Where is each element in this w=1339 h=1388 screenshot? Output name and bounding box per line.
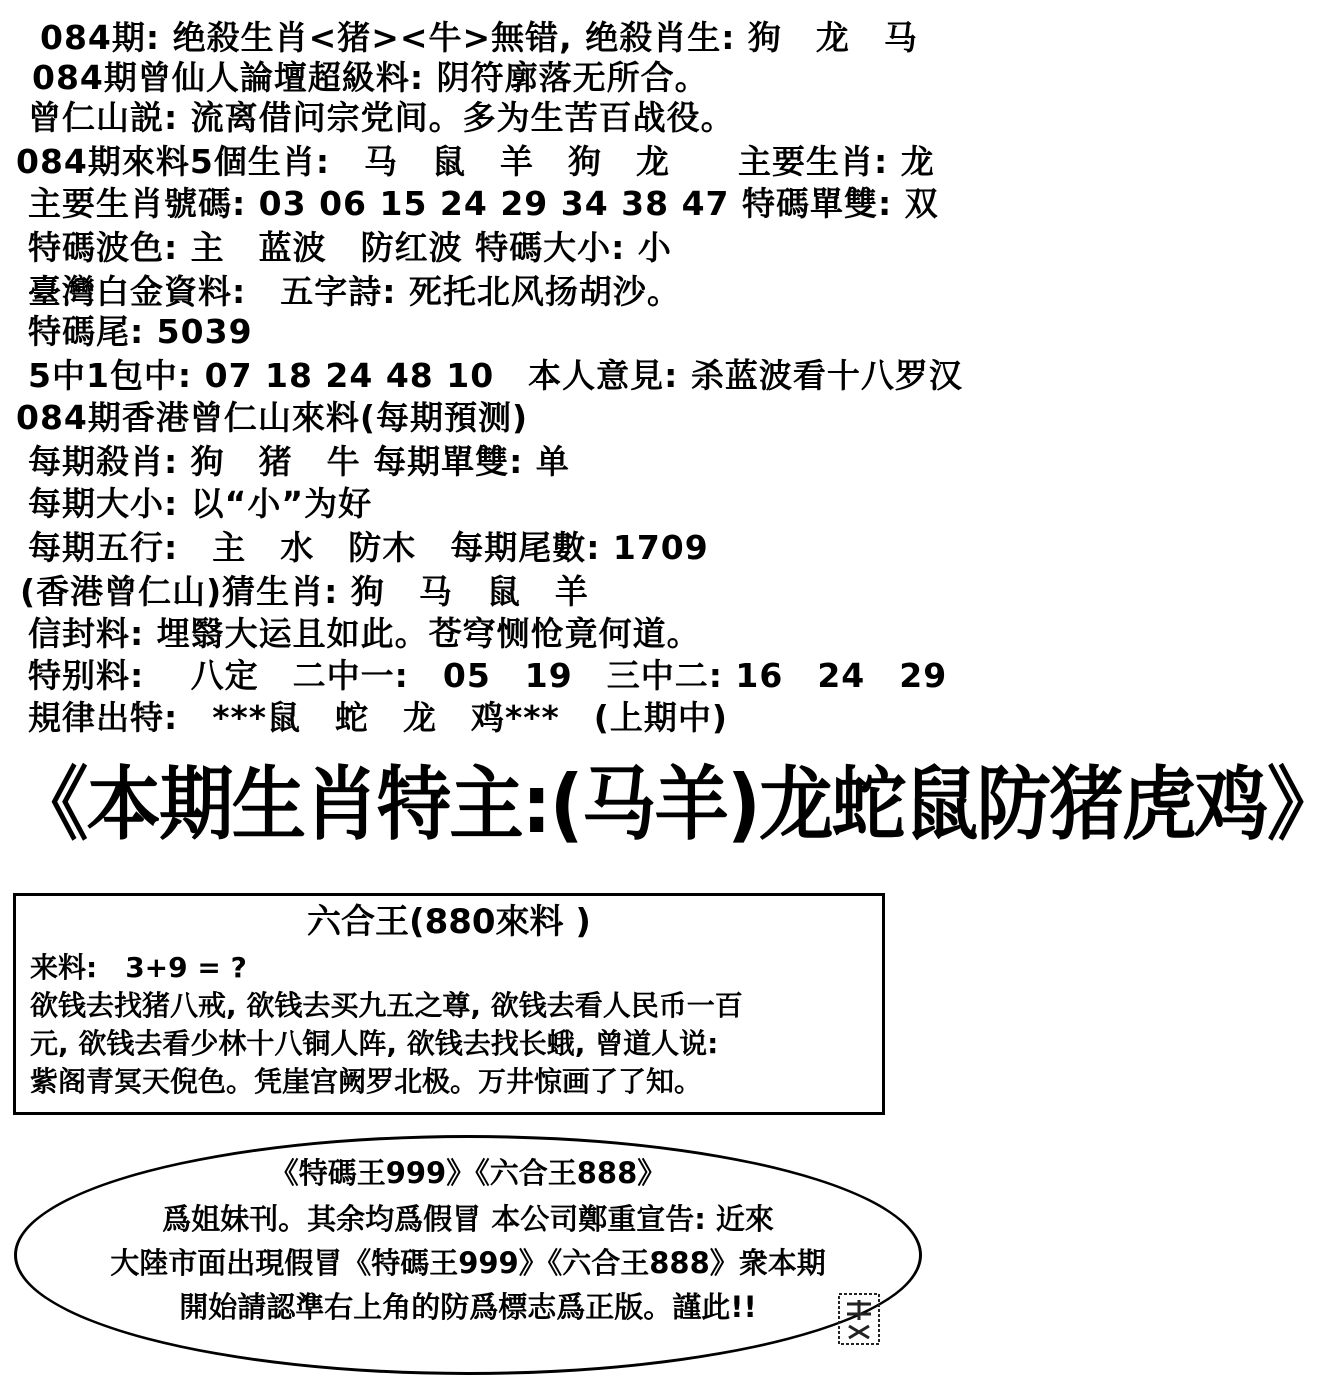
text-line-7: 臺灣白金資料: 五字詩: 死托北风扬胡沙。 xyxy=(28,272,681,311)
box-line-2: 欲钱去找猪八戒, 欲钱去买九五之尊, 欲钱去看人民币一百 xyxy=(30,989,743,1022)
text-line-5: 主要生肖號碼: 03 06 15 24 29 34 38 47 特碼單雙: 双 xyxy=(28,184,939,223)
text-line-15: 信封料: 埋翳大运且如此。苍穹恻怆竟何道。 xyxy=(28,614,701,653)
text-line-1: 084期: 绝殺生肖<猪><牛>無错, 绝殺肖生: 狗 龙 马 xyxy=(40,18,918,57)
text-line-17: 規律出特: ***鼠 蛇 龙 鸡*** (上期中) xyxy=(28,698,728,737)
text-line-3: 曾仁山説: 流离借问宗党间。多为生苦百战役。 xyxy=(28,98,735,137)
liuhewang-box xyxy=(13,893,885,1115)
text-line-11: 每期殺肖: 狗 猪 牛 每期單雙: 单 xyxy=(28,442,570,481)
text-line-8: 特碼尾: 5039 xyxy=(28,312,253,351)
box-line-3: 元, 欲钱去看少林十八铜人阵, 欲钱去找长蛾, 曾道人说: xyxy=(30,1027,719,1060)
text-line-14: (香港曾仁山)猜生肖: 狗 马 鼠 羊 xyxy=(20,572,589,611)
text-line-12: 每期大小: 以“小”为好 xyxy=(28,484,373,523)
oval-line-3: 大陸市面出現假冒《特碼王999》《六合王888》衆本期 xyxy=(110,1246,826,1280)
box-line-1: 来料: 3+9 = ? xyxy=(30,951,247,984)
text-line-9: 5中1包中: 07 18 24 48 10 本人意見: 杀蓝波看十八罗汉 xyxy=(28,356,963,395)
text-line-6: 特碼波色: 主 蓝波 防红波 特碼大小: 小 xyxy=(28,228,672,267)
text-line-13: 每期五行: 主 水 防木 每期尾數: 1709 xyxy=(28,528,709,567)
notice-oval xyxy=(14,1135,922,1375)
headline-title: 《本期生肖特主:(马羊)龙蛇鼠防猪虎鸡》 xyxy=(14,758,1339,851)
anti-counterfeit-stamp-icon xyxy=(835,1290,885,1350)
box-line-4: 紫阁青冥天倪色。凭崖宫阙罗北极。万井惊画了了知。 xyxy=(30,1065,703,1098)
oval-line-1: 《特碼王999》《六合王888》 xyxy=(269,1156,667,1190)
text-line-16: 特别料: 八定 二中一: 05 19 三中二: 16 24 29 xyxy=(28,656,948,695)
text-line-2: 084期曾仙人論壇超級料: 阴符廓落无所合。 xyxy=(32,58,709,97)
text-line-4: 084期來料5個生肖: 马 鼠 羊 狗 龙 主要生肖: 龙 xyxy=(16,142,935,181)
text-line-10: 084期香港曾仁山來料(每期預测) xyxy=(16,398,529,437)
box-title: 六合王(880來料 ) xyxy=(307,902,591,942)
oval-line-4: 開始請認準右上角的防爲標志爲正版。謹此!! xyxy=(179,1290,757,1324)
oval-line-2: 爲姐妹刊。其余均爲假冒 本公司鄭重宣告: 近來 xyxy=(162,1202,774,1236)
